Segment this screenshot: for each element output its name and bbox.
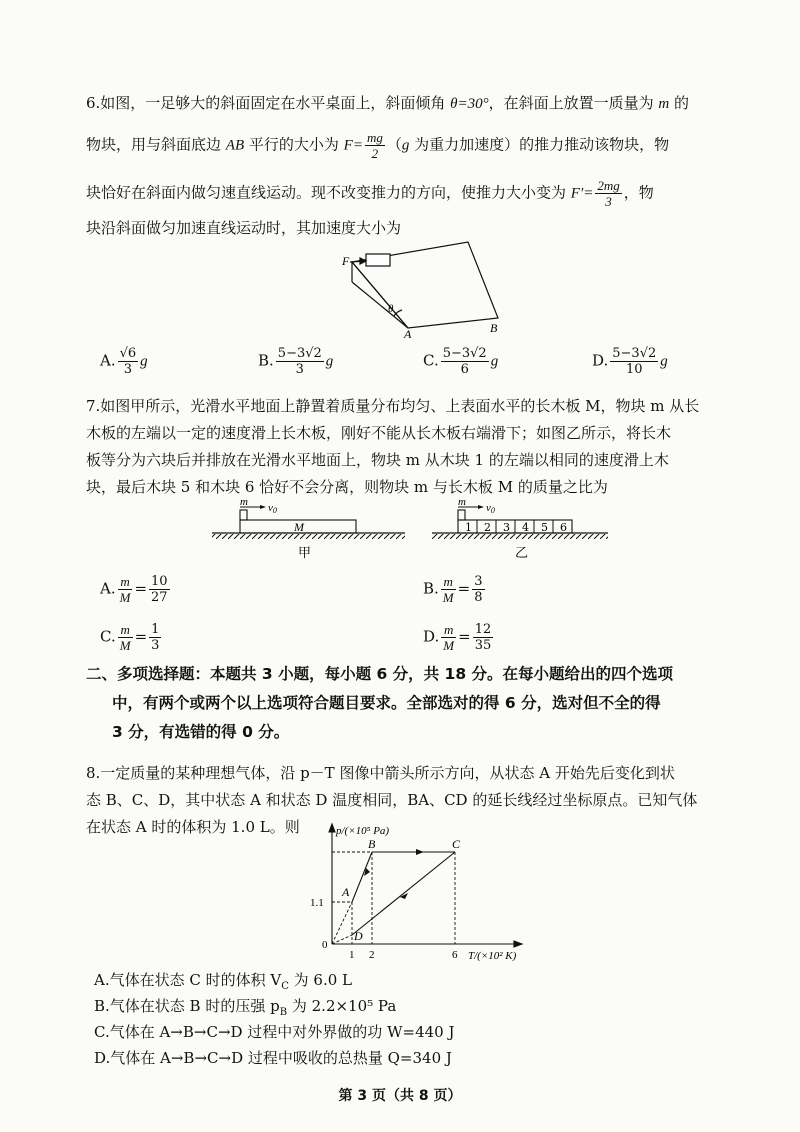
- q6-line-3: [86, 178, 654, 209]
- q7-option-d[interactable]: D. $\frac{m}{M}$ = $\frac{12}{35}$: [423, 622, 492, 653]
- text: 物块，用与斜面底边: [86, 135, 226, 154]
- q7-option-b[interactable]: B. $\frac{m}{M}$ = $\frac{3}{8}$: [423, 574, 483, 605]
- q7-line-4: 块，最后木块 5 和木块 6 恰好不会分离，则物块 m 与长木板 M 的质量之比为: [86, 478, 608, 496]
- state-A-label: A: [342, 885, 350, 899]
- fraction: $\frac{5-3√2}{10}$: [612, 346, 657, 377]
- q7-line-2: 木板的左端以一定的速度滑上长木板，刚好不能从长木板右端滑下；如图乙所示，将长木: [86, 424, 672, 442]
- state-B-label: B: [368, 837, 376, 851]
- figure-yi: [432, 497, 608, 561]
- q6-option-d[interactable]: D. $\frac{5-3√2}{10}$ g: [592, 346, 668, 377]
- q6-option-b[interactable]: B. $\frac{5-3√2}{3}$ g: [258, 346, 334, 377]
- fraction: $\frac{12}{35}$: [474, 622, 492, 653]
- fraction-2mg-3: $\frac{2mg}{3}$: [597, 178, 620, 209]
- T-axis-label: T/(×10² K): [468, 950, 517, 962]
- origin-label: 0: [322, 939, 328, 951]
- m-label: m: [240, 497, 248, 508]
- arrow-BC: [416, 849, 424, 855]
- text: ，在斜面上放置一质量为: [488, 94, 659, 112]
- q6-line-1: [86, 93, 689, 114]
- fraction: $\frac{5-3√2}{6}$: [442, 346, 487, 377]
- q7-board-figures: [210, 497, 610, 563]
- block-3-label: 3: [503, 521, 510, 534]
- point-B-label: B: [490, 321, 498, 335]
- block-6-label: 6: [560, 521, 567, 534]
- q8-option-c[interactable]: C.气体在 A→B→C→D 过程中对外界做的功 W=440 J: [94, 1023, 455, 1041]
- block-4-label: 4: [522, 521, 529, 534]
- block-m: [240, 510, 247, 520]
- fraction: $\frac{m}{M}$: [119, 574, 131, 605]
- text: 的: [669, 94, 689, 112]
- tick-6: 6: [452, 949, 458, 961]
- q6-option-a[interactable]: A. $\frac{√6}{3}$ g: [100, 346, 148, 377]
- force-label: F: [342, 254, 350, 268]
- q8-option-a[interactable]: A.气体在状态 C 时的体积 $V_C$ 为 6.0 L: [94, 971, 352, 992]
- v0-label: v0: [268, 502, 277, 515]
- fraction: $\frac{3}{8}$: [474, 574, 483, 605]
- point-A-label: A: [404, 327, 412, 340]
- fraction-mg-2: $\frac{mg}{2}$: [366, 130, 383, 161]
- math: g: [401, 137, 410, 154]
- q8-line-3: 在状态 A 时的体积为 1.0 L。则: [86, 818, 300, 836]
- text: （: [386, 135, 402, 154]
- q6-incline-figure: [330, 240, 530, 340]
- text: 块恰好在斜面内做匀速直线运动。现不改变推力的方向，使推力大小变为: [86, 183, 571, 202]
- text: 为重力加速度）的推力推动该物块，物: [409, 135, 670, 154]
- q8-option-b[interactable]: B.气体在状态 B 时的压强 $p_B$ 为 2.2×10⁵ Pa: [94, 997, 397, 1018]
- fraction: $\frac{m}{M}$: [442, 574, 454, 605]
- q7-option-a[interactable]: A. $\frac{m}{M}$ = $\frac{10}{27}$: [100, 574, 168, 605]
- A-to-B: [352, 852, 372, 902]
- q6-option-c[interactable]: C. $\frac{5-3√2}{6}$ g: [423, 346, 499, 377]
- fraction: $\frac{10}{27}$: [151, 574, 168, 605]
- m-label: m: [458, 497, 466, 508]
- figure-jia: [212, 497, 405, 561]
- tick-1: 1: [349, 949, 355, 961]
- math: AB: [225, 137, 245, 154]
- math: θ=30°: [450, 96, 489, 112]
- q7-option-c[interactable]: C. $\frac{m}{M}$ = $\frac{1}{3}$: [100, 622, 160, 653]
- q8-option-d[interactable]: D.气体在 A→B→C→D 过程中吸收的总热量 Q=340 J: [94, 1049, 452, 1067]
- q6-line-4: 块沿斜面做匀加速直线运动时，其加速度大小为: [86, 219, 402, 237]
- text: ，物: [623, 183, 654, 202]
- fraction: $\frac{√6}{3}$: [119, 346, 137, 377]
- state-C-label: C: [452, 837, 461, 851]
- tick-2: 2: [369, 949, 375, 961]
- M-label: M: [294, 520, 304, 534]
- block-1-label: 1: [465, 521, 472, 534]
- yi-label: 乙: [515, 546, 529, 561]
- math: m: [658, 96, 670, 112]
- section2-line-3: 3 分，有选错的得 0 分。: [112, 723, 290, 741]
- math: F′=: [570, 185, 594, 202]
- q8-pT-graph: [300, 820, 540, 970]
- fraction: $\frac{1}{3}$: [151, 622, 160, 653]
- jia-label: 甲: [298, 546, 312, 561]
- board-diagram: [210, 497, 610, 563]
- page-footer: 第 3 页（共 8 页）: [338, 1088, 462, 1104]
- fraction: $\frac{5-3√2}{3}$: [277, 346, 322, 377]
- tick-1.1: 1.1: [310, 897, 324, 909]
- section2-line-1: 二、多项选择题：本题共 3 小题，每小题 6 分，共 18 分。在每小题给出的四个选项: [86, 665, 674, 683]
- fraction: $\frac{m}{M}$: [443, 622, 455, 653]
- incline-diagram: [330, 240, 530, 340]
- q6-line-2: [86, 130, 669, 161]
- theta-label: θ: [388, 303, 394, 315]
- text: 平行的大小为: [244, 135, 344, 154]
- block: [366, 254, 390, 266]
- math: F=: [343, 137, 363, 154]
- pT-diagram: [300, 820, 540, 970]
- block-5-label: 5: [541, 521, 548, 534]
- p-axis-label: p/(×10⁵ Pa): [336, 825, 390, 837]
- v0-label: v0: [486, 502, 495, 515]
- text: 6.如图，一足够大的斜面固定在水平桌面上，斜面倾角: [86, 94, 451, 112]
- q8-line-2: 态 B、C、D，其中状态 A 和状态 D 温度相同，BA、CD 的延长线经过坐标原点。已知气体: [86, 791, 698, 809]
- q7-line-3: 板等分为六块后并排放在光滑水平地面上，物块 m 从木块 1 的左端以相同的速度滑上木: [86, 451, 669, 469]
- q8-line-1: 8.一定质量的某种理想气体，沿 p－T 图像中箭头所示方向，从状态 A 开始先后变化到状: [86, 764, 675, 782]
- fraction: $\frac{m}{M}$: [119, 622, 131, 653]
- q7-line-1: 7.如图甲所示，光滑水平地面上静置着质量分布均匀、上表面水平的长木板 M，物块 m 从长: [86, 397, 700, 415]
- section2-line-2: 中，有两个或两个以上选项符合题目要求。全部选对的得 6 分，选对但不全的得: [112, 694, 661, 712]
- block-m: [458, 510, 465, 520]
- state-D-label: D: [354, 929, 363, 943]
- block-2-label: 2: [484, 521, 491, 534]
